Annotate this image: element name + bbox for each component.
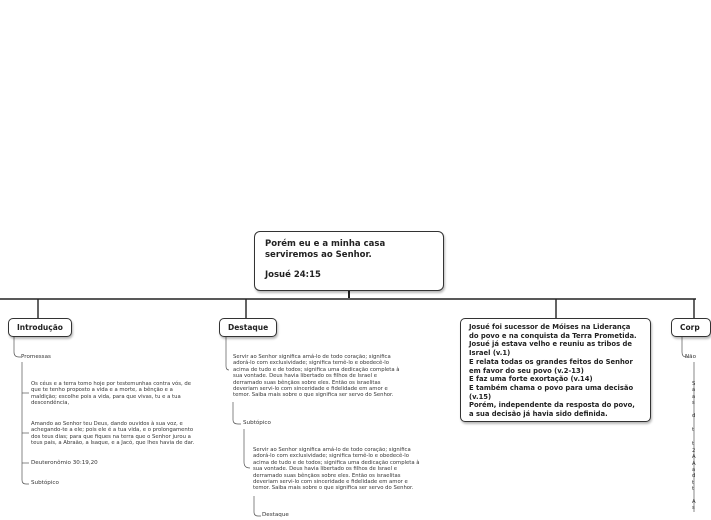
josue-line: em favor do seu povo (v.2-13) [469,366,584,375]
fragment: a [692,387,696,394]
fragment: t [692,441,695,448]
note-line: derramado suas bênçãos sobre eles. Então os israelitas [253,472,401,479]
josue-line: Josué foi sucessor de Móises na Liderança [469,323,631,331]
note-servir-ao-senhor[interactable] [233,354,400,399]
topic-destaque-label: Destaque [228,323,269,332]
topic-josue-summary[interactable] [460,318,651,422]
josue-line: (v.15) [469,392,492,401]
note-line: sua vontade. Deus havia libertado os filhos de Israel e [253,466,397,473]
fragment: s [692,505,695,512]
josue-line: E também chama o povo para uma decisão [469,383,634,392]
topic-destaque[interactable] [219,318,277,337]
fragment: t [692,427,695,434]
subtopic-destaque[interactable]: Subtópico [243,420,271,426]
fragment: A [692,454,696,461]
note-line: deveriam servi-lo com sinceridade e fidelidade em amor e [233,386,388,393]
note-line: descendência, [31,400,70,407]
note-line: acima de tudo e de todos; significa uma dedicação completa à [233,366,400,373]
fragment: d [692,473,696,480]
note-line: sua vontade. Deus havia libertado os filhos de Israel e [233,373,377,380]
josue-line: do povo e na conquista da Terra Prometida. [469,331,637,340]
central-reference: Josué 24:15 [265,270,321,280]
note-line: derramado suas bênçãos sobre eles. Então os israelitas [233,379,381,386]
note-line: Amando ao Senhor teu Deus, dando ouvidos à sua voz, e [31,421,183,427]
fragment: s [692,400,695,407]
note-line: que te tenho proposto a vida e a morte, a bênção e a [31,387,173,394]
intro-to-promessas [14,337,21,357]
servir-to-subtopico [233,402,241,424]
fragment: d [692,412,696,419]
note-ceus-e-terra[interactable] [31,381,191,407]
destaque-to-servir [226,337,229,370]
josue-line: Porém, independente da resposta do povo, [469,401,635,410]
fragment: t [692,479,695,486]
subtopic-promessas[interactable]: Promessas [21,354,51,360]
topic-corpo[interactable] [671,318,711,337]
josue-line: E relata todas os grandes feitos do Senhor [469,357,633,366]
note-line: adorá-lo com exclusividade; significa temê-lo e obedecê-lo [233,360,389,367]
promessas-children [22,362,29,484]
note-servir-ao-senhor-2[interactable] [253,447,420,492]
subtopico-to-servir2 [244,429,250,468]
fragment: A [692,460,696,467]
note-line: achegando-te a ele; pois ele é a tua vida, e o prolongamento [31,427,194,434]
josue-line: Israel (v.1) [469,349,511,358]
note-line: deveriam servi-lo com sinceridade e fidelidade em amor e [253,479,408,486]
note-deuteronomio-reference[interactable]: Deuteronômio 30:19,20 [31,460,98,466]
fragment: a [692,393,696,400]
note-line: acima de tudo e de todos; significa uma dedicação completa à [253,459,420,466]
servir2-to-destaque [254,496,261,516]
subtopic-destaque-2[interactable]: Destaque [262,512,289,518]
topic-introducao[interactable] [8,318,72,337]
fragment: t [692,486,695,493]
note-line: Servir ao Senhor significa amá-lo de todo coração; significa [253,447,411,453]
fragment: a [692,467,696,474]
note-line: teus pais, a Abraão, a Isaque, e a Jacó, que lhes havia de dar. [31,440,195,447]
corpo-cut-off-text [692,381,696,512]
fragment: A [692,498,696,505]
note-amando-ao-senhor[interactable] [31,421,194,447]
topic-corpo-label: Corp [680,323,700,332]
central-topic[interactable] [254,231,444,291]
subtopic-intro[interactable]: Subtópico [31,480,59,486]
fragment: S [692,381,696,387]
josue-line: Josué já estava velho e reuniu as tribos de [469,340,632,349]
topic-introducao-label: Introdução [17,323,63,332]
note-line: maldição; escolhe pois a vida, para que vivas, tu e a tua [31,393,181,400]
note-line: Servir ao Senhor significa amá-lo de todo coração; significa [233,354,391,360]
central-title-line-1: Porém eu e a minha casa [265,239,386,249]
subtopic-nao[interactable]: Não [685,354,697,360]
note-line: temor. Saiba mais sobre o que significa ser servo do Senhor. [233,392,394,399]
josue-line: a sua decisão já havia sido definida. [469,410,608,419]
fragment: 2 [692,447,696,454]
note-line: Os céus e a terra tomo hoje por testemunhas contra vós, de [31,381,192,387]
central-title-line-2: serviremos ao Senhor. [265,250,372,260]
note-line: adorá-lo com exclusividade; significa temê-lo e obedecê-lo [253,453,409,460]
josue-line: E faz uma forte exortação (v.14) [469,375,593,384]
note-line: temor. Saiba mais sobre o que significa ser servo do Senhor. [253,485,414,492]
note-line: dos teus dias; para que fiques na terra que o Senhor jurou a [31,433,191,440]
